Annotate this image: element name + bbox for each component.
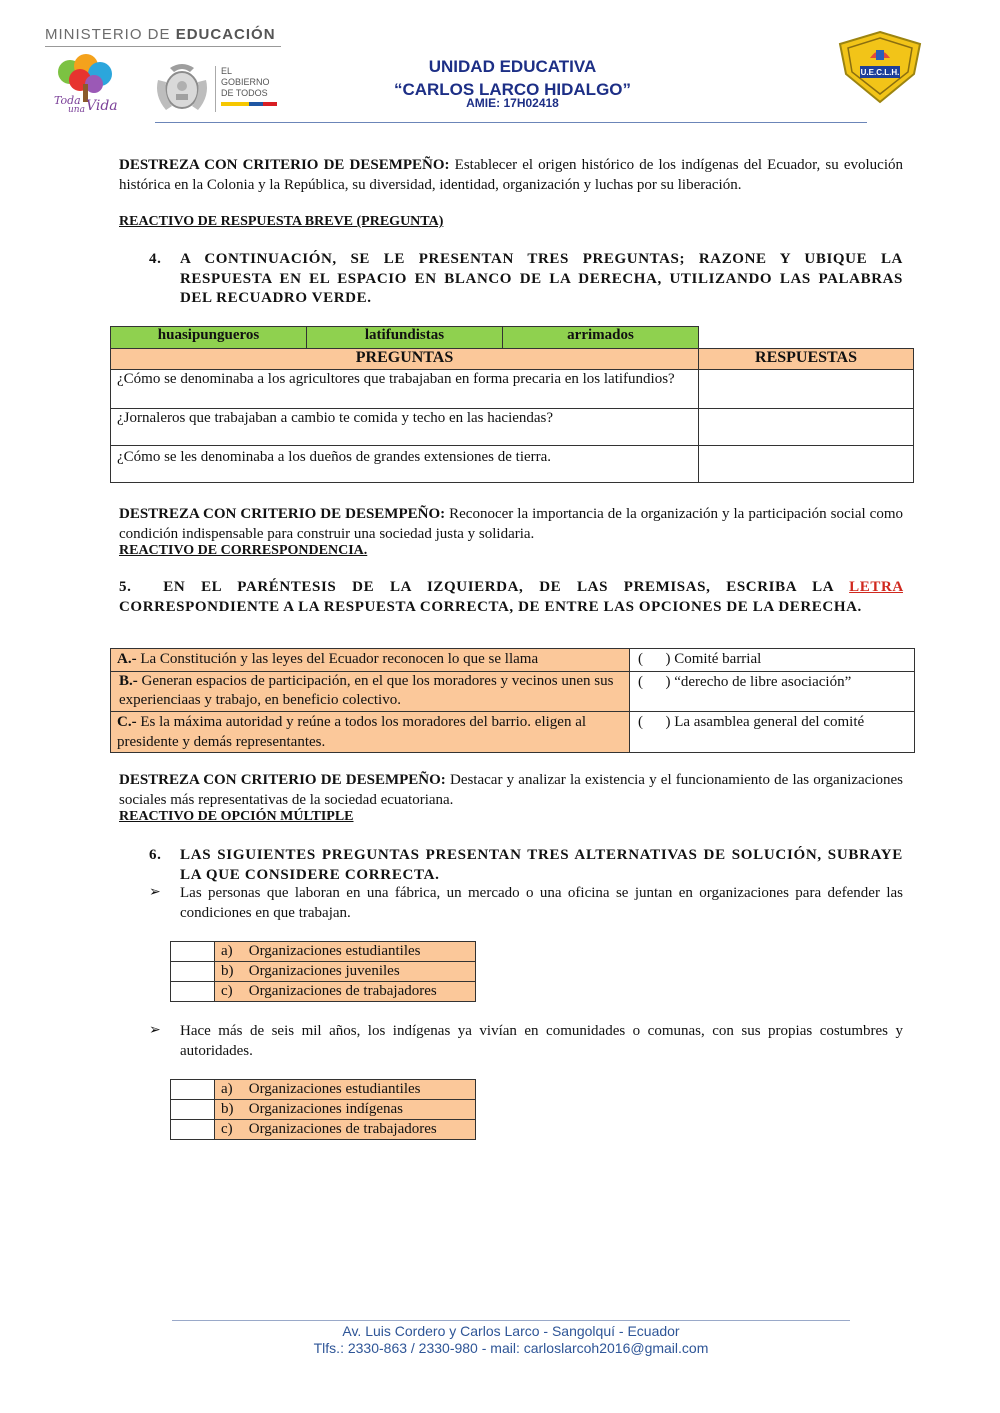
option-key: b) [221,1101,234,1117]
svg-text:Vida: Vida [86,98,118,114]
option-check-cell[interactable] [171,1120,215,1140]
option-label: Organizaciones indígenas [248,1101,404,1117]
option-check-cell[interactable] [171,962,215,982]
gobierno-line-1: EL [221,66,233,76]
option-row[interactable] [171,1080,476,1100]
option-label: Organizaciones estudiantiles [248,1081,421,1097]
option-row[interactable] [171,1120,476,1140]
destreza-3-label: DESTREZA CON CRITERIO DE DESEMPEÑO: [119,772,446,788]
option-cell[interactable] [215,942,476,962]
option-row[interactable] [171,942,476,962]
destreza-1-label: DESTREZA CON CRITERIO DE DESEMPEÑO: [119,157,450,173]
question-5-text-before: EN EL PARÉNTESIS DE LA IZQUIERDA, DE LAS PREMISAS, ESCRIBA LA [163,579,834,595]
option-label: Organizaciones de trabajadores [248,983,437,999]
option-cell[interactable] [215,962,476,982]
premise-cell [111,649,630,672]
options-table-1 [170,941,476,1002]
table-row [111,409,914,446]
gobierno-line-3: DE TODOS [221,88,268,98]
premise-cell [111,672,630,712]
matching-table [110,648,915,753]
toda-una-vida-logo [48,54,126,114]
option-key: c) [221,1121,233,1137]
option-label: Organizaciones estudiantiles [248,943,421,959]
question-4-number: 4. [149,251,162,267]
question-5-highlight: LETRA [849,579,903,595]
question-cell: ¿Jornaleros que trabajaban a cambio te comida y techo en las haciendas? [111,409,699,446]
question-cell: ¿Cómo se denominaba a los agricultores que trabajaban en forma precaria en los latifundios? [111,370,699,409]
option-label: Organizaciones de trabajadores [248,1121,437,1137]
amie-code: AMIE: 17H02418 [466,96,559,110]
word-bank-table [110,326,699,349]
table-row [111,672,915,712]
questions-table [110,348,914,483]
gobierno-line-2: GOBIERNO [221,77,270,87]
svg-text:una: una [68,105,85,114]
word-bank-item: huasipungueros [111,327,307,349]
school-name-line-2: “CARLOS LARCO HIDALGO” [393,80,632,99]
premise-text: Es la máxima autoridad y reúne a todos los moradores del barrio. eligen al presidente y demás representantes. [117,714,587,750]
coat-of-arms-icon [152,60,212,116]
destreza-2-label: DESTREZA CON CRITERIO DE DESEMPEÑO: [119,506,446,522]
option-check-cell[interactable] [171,1080,215,1100]
ministry-bold: EDUCACIÓN [175,26,276,43]
option-cell[interactable] [215,982,476,1002]
option-cell[interactable] [215,1080,476,1100]
table-row [111,712,915,753]
col-header-preguntas: PREGUNTAS [111,349,699,370]
option-row[interactable] [171,982,476,1002]
question-5-text-after: CORRESPONDIENTE A LA RESPUESTA CORRECTA, DE ENTRE LAS OPCIONES DE LA DERECHA. [119,598,862,615]
option-check-cell[interactable] [171,982,215,1002]
word-bank-item: arrimados [503,327,699,349]
footer-rule [172,1320,850,1321]
options-table-2 [170,1079,476,1140]
crest-text: U.E.C.L.H. [860,68,900,77]
item-1-text: Las personas que laboran en una fábrica, un mercado o una oficina se juntan en organizaciones para defender las condiciones en que trabajan. [180,885,903,921]
option-row[interactable] [171,1100,476,1120]
option-check-cell[interactable] [171,1100,215,1120]
option-key: a) [221,943,233,959]
destreza-3-text: Destacar y analizar la existencia y el funcionamiento de las organizaciones sociales más representativas de la sociedad ecuatoriana. [119,772,903,808]
table-row [111,370,914,409]
premise-letter: A.- [117,651,137,667]
reactivo-3: REACTIVO DE OPCIÓN MÚLTIPLE [119,809,354,824]
footer-contact: Tlfs.: 2330-863 / 2330-980 - mail: carloslarcoh2016@gmail.com [313,1340,709,1356]
school-name-line-1: UNIDAD EDUCATIVA [428,57,597,76]
ministry-logo-text [45,26,276,43]
option-cell[interactable]: ( ) Comité barrial [630,649,915,672]
question-6-number: 6. [149,847,162,863]
header-rule [155,122,867,123]
gobierno-divider [215,66,216,112]
premise-letter: C.- [117,714,137,730]
destreza-1-text: Establecer el origen histórico de los indígenas del Ecuador, su evolución histórica en la Colonia y la República, su diversidad, identidad, organización y luchas por su liberación. [119,157,904,193]
option-key: c) [221,983,233,999]
destreza-2 [119,505,903,544]
option-label: Organizaciones juveniles [248,963,400,979]
item-2-text: Hace más de seis mil años, los indígenas ya vivían en comunidades o comunas, con sus propias costumbres y autoridades. [180,1023,903,1059]
question-5-number: 5. [119,579,132,595]
premise-text: La Constitución y las leyes del Ecuador reconocen lo que se llama [140,651,539,667]
option-row[interactable] [171,962,476,982]
col-header-respuestas: RESPUESTAS [699,349,914,370]
question-4-text: A CONTINUACIÓN, SE LE PRESENTAN TRES PREGUNTAS; RAZONE Y UBIQUE LA RESPUESTA EN EL ESPACIO EN BLANCO DE LA DERECHA, UTILIZANDO LAS PALABRAS DEL RECUADRO VERDE. [180,251,903,306]
svg-text:Toda: Toda [54,94,81,107]
table-row [111,446,914,483]
destreza-2-text: Reconocer la importancia de la organización y la participación social como condición indispensable para construir una sociedad justa y solidaria. [119,506,903,542]
bullet-arrow-icon: ➢ [149,885,161,900]
premise-text: Generan espacios de participación, en el que los moradores y vecinos unen sus experienciaas y trabajo, en beneficio colectivo. [119,673,614,708]
reactivo-1: REACTIVO DE RESPUESTA BREVE (PREGUNTA) [119,214,444,229]
destreza-1 [119,156,903,195]
gobierno-flag-bar [221,102,277,106]
footer-address: Av. Luis Cordero y Carlos Larco - Sangolquí - Ecuador [342,1323,680,1339]
question-6-text: LAS SIGUIENTES PREGUNTAS PRESENTAN TRES ALTERNATIVAS DE SOLUCIÓN, SUBRAYE LA QUE CONSIDERE CORRECTA. [180,847,903,883]
answer-cell[interactable] [699,409,914,446]
ministry-underline [45,46,281,47]
premise-cell [111,712,630,753]
option-check-cell[interactable] [171,942,215,962]
answer-cell[interactable] [699,446,914,483]
option-key: a) [221,1081,233,1097]
word-bank-item: latifundistas [307,327,503,349]
question-5 [119,578,903,617]
table-row [111,649,915,672]
option-cell[interactable]: ( ) La asamblea general del comité [630,712,915,753]
ministry-light: MINISTERIO DE [45,26,171,43]
option-cell[interactable] [215,1100,476,1120]
answer-cell[interactable] [699,370,914,409]
question-cell: ¿Cómo se les denominaba a los dueños de grandes extensiones de tierra. [111,446,699,483]
school-crest-icon [834,30,926,104]
destreza-3 [119,771,903,810]
bullet-arrow-icon: ➢ [149,1023,161,1038]
reactivo-2: REACTIVO DE CORRESPONDENCIA. [119,543,368,558]
option-cell[interactable]: ( ) “derecho de libre asociación” [630,672,915,712]
premise-letter: B.- [119,673,138,689]
option-cell[interactable] [215,1120,476,1140]
gobierno-text [221,66,270,99]
option-key: b) [221,963,234,979]
